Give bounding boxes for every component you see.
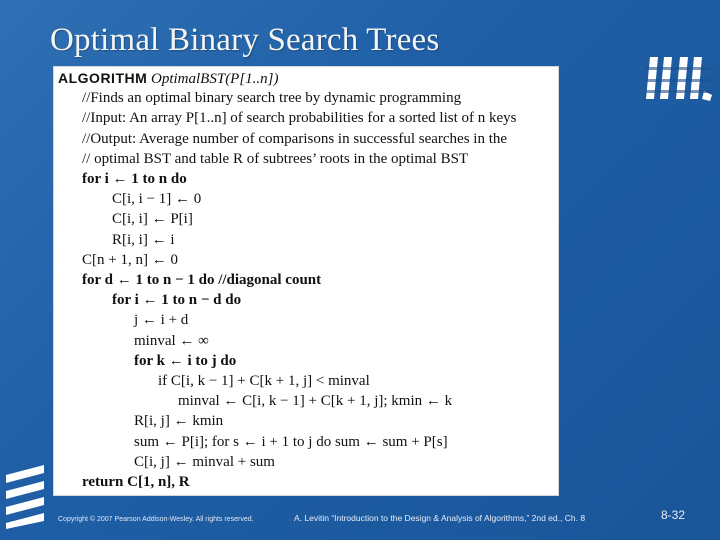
algorithm-line: [134, 433, 448, 451]
page-number: 8-32: [661, 508, 686, 522]
algorithm-line: [82, 150, 468, 168]
algorithm-line: [134, 332, 209, 350]
algorithm-line-text: minval ← ∞: [134, 332, 209, 349]
algorithm-line: [82, 170, 187, 188]
algorithm-line-text: R[i, i] ← i: [112, 231, 175, 248]
algorithm-line: [134, 453, 275, 471]
algorithm-panel: [54, 67, 558, 495]
algorithm-line-text: for d ← 1 to n − 1 do //diagonal count: [82, 272, 322, 288]
algorithm-line: [112, 231, 175, 249]
algorithm-line-text: C[i, j] ← minval + sum: [134, 453, 275, 470]
algorithm-line: [82, 473, 190, 491]
algorithm-line-text: minval ← C[i, k − 1] + C[k + 1, j]; kmin ← k: [178, 393, 453, 410]
algorithm-line: [82, 251, 178, 269]
algorithm-line-text: //Finds an optimal binary search tree by dynamic programming: [82, 90, 462, 107]
algorithm-line-text: j ← i + d: [134, 312, 189, 329]
algorithm-line-text: for k ← i to j do: [134, 352, 237, 369]
algorithm-line-text: //Input: An array P[1..n] of search probabilities for a sorted list of n keys: [82, 110, 517, 127]
algorithm-line-text: R[i, j] ← kmin: [134, 413, 224, 430]
slide-title: Optimal Binary Search Trees: [50, 22, 440, 58]
algorithm-line: [112, 210, 193, 228]
algorithm-label: ALGORITHM: [58, 70, 148, 86]
algorithm-line-text: if C[i, k − 1] + C[k + 1, j] < minval: [158, 373, 370, 389]
stripe-logo-icon: [4, 465, 46, 529]
algorithm-line: [82, 130, 507, 148]
algorithm-line-text: return C[1, n], R: [82, 474, 190, 490]
algorithm-line-text: //Output: Average number of comparisons in successful searches in the: [82, 130, 508, 147]
algorithm-line: [82, 109, 516, 127]
algorithm-line: [112, 291, 241, 309]
algorithm-line-text: C[i, i − 1] ← 0: [112, 191, 202, 208]
algorithm-line-text: C[i, i] ← P[i]: [112, 211, 193, 228]
stripe-logo-icon: [646, 55, 714, 101]
algorithm-line: [82, 89, 461, 107]
algorithm-line-text: C[n + 1, n] ← 0: [82, 251, 178, 268]
citation-footer: A. Levitin “Introduction to the Design & Analysis of Algorithms,” 2nd ed., Ch. 8: [294, 513, 586, 523]
algorithm-line: [134, 412, 223, 430]
algorithm-line: [178, 392, 452, 410]
algorithm-line-text: for i ← 1 to n − d do: [112, 292, 242, 309]
algorithm-line: [82, 271, 321, 289]
algorithm-line-text: sum ← P[i]; for s ← i + 1 to j do sum ← sum + P[s]: [134, 433, 448, 450]
algorithm-line-text: for i ← 1 to n do: [82, 171, 187, 187]
algorithm-line: [134, 352, 236, 370]
algorithm-line: [112, 190, 201, 208]
algorithm-line-text: // optimal BST and table R of subtrees’ roots in the optimal BST: [82, 150, 469, 167]
copyright-footer: Copyright © 2007 Pearson Addison-Wesley. All rights reserved.: [58, 516, 254, 523]
algorithm-line: [158, 372, 370, 390]
algorithm-signature: OptimalBST(P[1..n]): [151, 71, 279, 87]
algorithm-line: [134, 311, 188, 329]
algorithm-header: [58, 69, 279, 88]
